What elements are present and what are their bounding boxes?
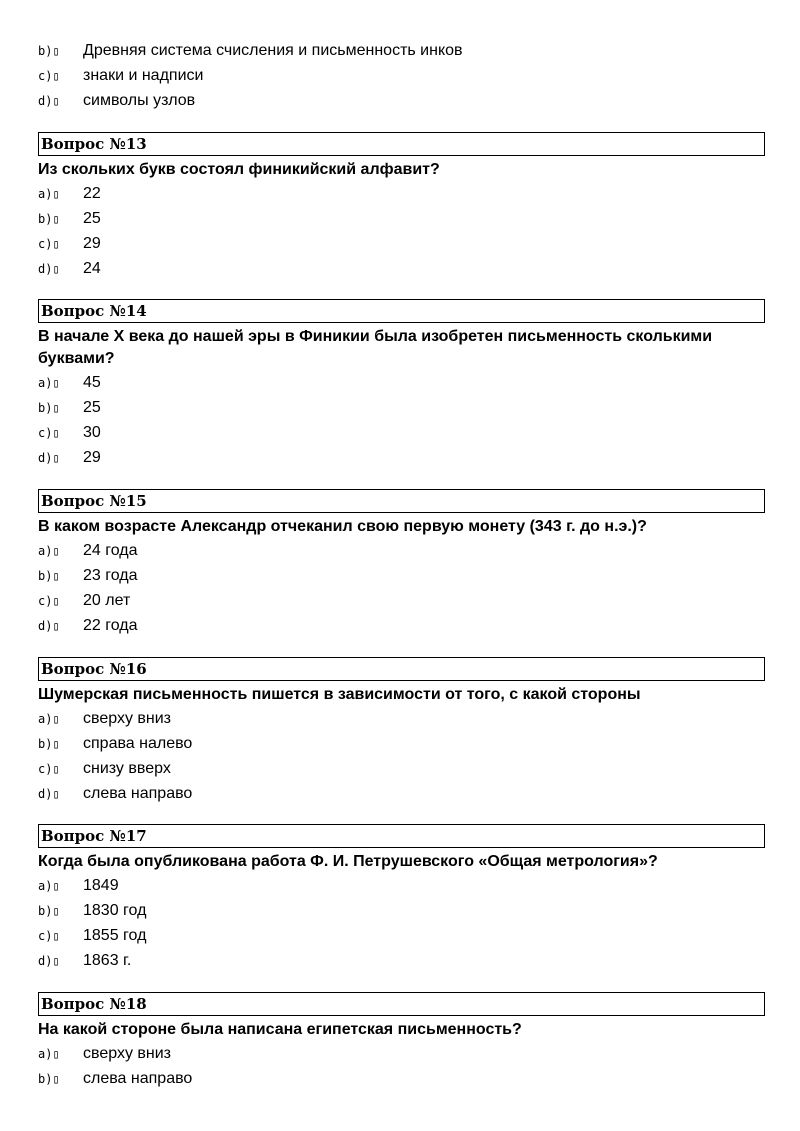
previous-question-options — [38, 38, 463, 113]
option-letter: c)▯ — [38, 425, 60, 440]
answer-option[interactable] — [38, 756, 765, 781]
option-text: 22 — [83, 184, 101, 202]
question-block-15 — [38, 489, 765, 638]
answer-option[interactable] — [38, 613, 765, 638]
answer-options — [38, 181, 765, 281]
answer-option[interactable] — [38, 88, 463, 113]
option-letter: b)▯ — [38, 1071, 60, 1086]
option-text: 1849 — [83, 876, 119, 894]
answer-option[interactable] — [38, 563, 765, 588]
option-letter: b)▯ — [38, 211, 60, 226]
answer-option[interactable] — [38, 923, 765, 948]
option-letter: a)▯ — [38, 878, 60, 893]
option-text: 23 года — [83, 566, 138, 584]
answer-option[interactable] — [38, 948, 765, 973]
option-text: 25 — [83, 398, 101, 416]
answer-option[interactable] — [38, 256, 765, 281]
answer-options — [38, 706, 765, 806]
option-text: Древняя система счисления и письменность инков — [83, 41, 463, 59]
question-block-16 — [38, 657, 765, 806]
answer-option[interactable] — [38, 898, 765, 923]
question-block-18 — [38, 992, 765, 1091]
answer-option[interactable] — [38, 420, 765, 445]
question-header: Вопрос №17 — [38, 824, 765, 848]
option-letter: c)▯ — [38, 236, 60, 251]
question-header: Вопрос №13 — [38, 132, 765, 156]
question-header: Вопрос №18 — [38, 992, 765, 1016]
question-text: Из скольких букв состоял финикийский алфавит? — [38, 161, 440, 178]
answer-options — [38, 370, 765, 470]
answer-option[interactable] — [38, 706, 765, 731]
answer-option[interactable] — [38, 38, 463, 63]
question-header: Вопрос №14 — [38, 299, 765, 323]
answer-option[interactable] — [38, 731, 765, 756]
option-text: 22 года — [83, 616, 138, 634]
answer-option[interactable] — [38, 206, 765, 231]
answer-option[interactable] — [38, 873, 765, 898]
option-text: символы узлов — [83, 91, 196, 109]
option-letter: a)▯ — [38, 543, 60, 558]
answer-option[interactable] — [38, 395, 765, 420]
option-text: 1830 год — [83, 901, 147, 919]
question-text: Когда была опубликована работа Ф. И. Петрушевского «Общая метрология»? — [38, 853, 658, 870]
answer-option[interactable] — [38, 1041, 765, 1066]
question-block-17 — [38, 824, 765, 973]
option-text: слева направо — [83, 784, 193, 802]
question-text: На какой стороне была написана египетская письменность? — [38, 1021, 522, 1038]
answer-options — [38, 873, 765, 973]
option-text: 29 — [83, 234, 101, 252]
answer-option[interactable] — [38, 231, 765, 256]
option-letter: c)▯ — [38, 761, 60, 776]
option-letter: a)▯ — [38, 375, 60, 390]
option-letter: a)▯ — [38, 711, 60, 726]
option-letter: d)▯ — [38, 93, 60, 108]
option-text: сверху вниз — [83, 1044, 171, 1062]
question-header: Вопрос №15 — [38, 489, 765, 513]
option-text: сверху вниз — [83, 709, 171, 727]
question-block-14 — [38, 299, 765, 470]
option-text: слева направо — [83, 1069, 193, 1087]
option-letter: b)▯ — [38, 903, 60, 918]
option-letter: d)▯ — [38, 450, 60, 465]
question-text: В каком возрасте Александр отчеканил свою первую монету (343 г. до н.э.)? — [38, 518, 647, 535]
option-text: 1855 год — [83, 926, 147, 944]
question-block-13 — [38, 132, 765, 281]
option-letter: d)▯ — [38, 786, 60, 801]
question-text: Шумерская письменность пишется в зависимости от того, с какой стороны — [38, 686, 641, 703]
option-text: 24 — [83, 259, 101, 277]
option-letter: a)▯ — [38, 1046, 60, 1061]
option-letter: a)▯ — [38, 186, 60, 201]
option-letter: d)▯ — [38, 261, 60, 276]
answer-option[interactable] — [38, 781, 765, 806]
answer-option[interactable] — [38, 370, 765, 395]
option-text: 25 — [83, 209, 101, 227]
option-letter: c)▯ — [38, 928, 60, 943]
option-letter: b)▯ — [38, 43, 60, 58]
answer-option[interactable] — [38, 181, 765, 206]
option-text: 29 — [83, 448, 101, 466]
option-text: 24 года — [83, 541, 138, 559]
option-text: 20 лет — [83, 591, 131, 609]
answer-option[interactable] — [38, 588, 765, 613]
option-text: снизу вверх — [83, 759, 171, 777]
answer-option[interactable] — [38, 1066, 765, 1091]
answer-option[interactable] — [38, 445, 765, 470]
option-text: 30 — [83, 423, 101, 441]
answer-options — [38, 1041, 765, 1091]
option-letter: c)▯ — [38, 68, 60, 83]
option-letter: c)▯ — [38, 593, 60, 608]
question-header: Вопрос №16 — [38, 657, 765, 681]
question-text: В начале X века до нашей эры в Финикии была изобретен письменность сколькими буквами? — [38, 328, 713, 367]
answer-option[interactable] — [38, 63, 463, 88]
option-text: справа налево — [83, 734, 193, 752]
option-letter: b)▯ — [38, 568, 60, 583]
option-text: знаки и надписи — [83, 66, 204, 84]
option-letter: d)▯ — [38, 618, 60, 633]
answer-option[interactable] — [38, 538, 765, 563]
option-letter: d)▯ — [38, 953, 60, 968]
answer-options — [38, 538, 765, 638]
option-letter: b)▯ — [38, 400, 60, 415]
option-text: 1863 г. — [83, 951, 132, 969]
option-text: 45 — [83, 373, 101, 391]
option-letter: b)▯ — [38, 736, 60, 751]
